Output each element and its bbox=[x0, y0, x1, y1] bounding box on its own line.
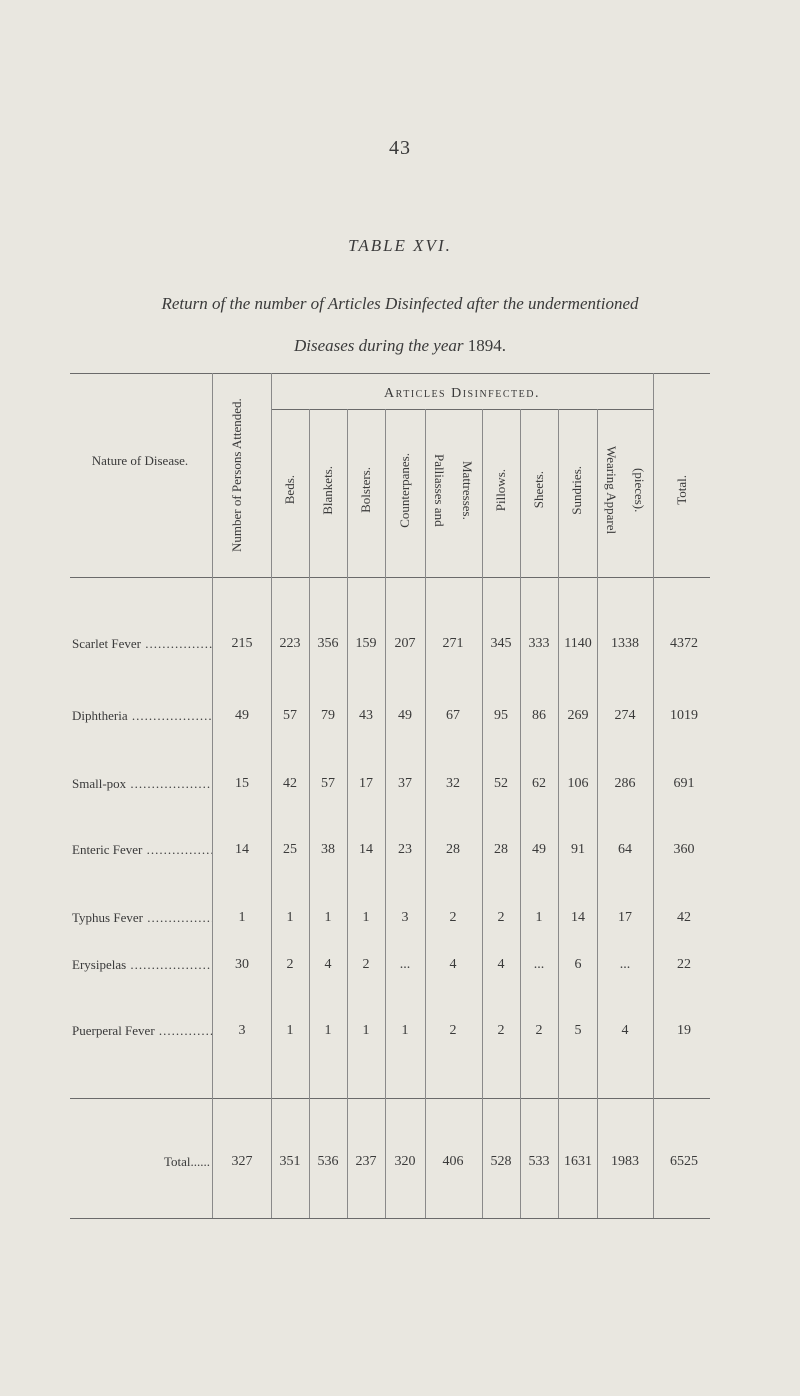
cell-counterpanes: 320 bbox=[394, 1154, 416, 1169]
cell-persons: 15 bbox=[235, 776, 249, 791]
cell-beds: 2 bbox=[286, 957, 294, 972]
header-wearing-apparel: Wearing Apparel (pieces). bbox=[604, 445, 647, 535]
cell-bolsters: 237 bbox=[355, 1154, 377, 1169]
cell-sundries: 5 bbox=[574, 1023, 582, 1038]
cell-persons: 327 bbox=[231, 1154, 253, 1169]
header-pillows: Pillows. bbox=[493, 468, 508, 512]
cell-pillows: 528 bbox=[490, 1154, 512, 1169]
cell-palliasses: 67 bbox=[446, 708, 460, 723]
cell-beds: 42 bbox=[283, 776, 297, 791]
cell-apparel: 286 bbox=[614, 776, 636, 791]
cell-sheets: ... bbox=[533, 957, 545, 972]
cell-pillows: 345 bbox=[490, 636, 512, 651]
header-nature-of-disease: Nature of Disease. bbox=[91, 453, 189, 468]
cell-apparel: 274 bbox=[614, 708, 636, 723]
cell-counterpanes: 3 bbox=[401, 910, 409, 925]
cell-pillows: 28 bbox=[494, 842, 508, 857]
cell-bolsters: 43 bbox=[359, 708, 373, 723]
cell-total: 22 bbox=[677, 957, 691, 972]
column-divider bbox=[653, 373, 654, 1218]
cell-blankets: 1 bbox=[324, 1023, 332, 1038]
column-divider bbox=[212, 373, 213, 1218]
header-articles-disinfected: Articles Disinfected. bbox=[384, 386, 540, 401]
cell-blankets: 356 bbox=[317, 636, 339, 651]
cell-total: 1019 bbox=[670, 708, 698, 723]
cell-beds: 1 bbox=[286, 1023, 294, 1038]
totals-top-rule bbox=[70, 1098, 710, 1099]
cell-bolsters: 1 bbox=[362, 1023, 370, 1038]
header-bolsters: Bolsters. bbox=[358, 467, 373, 513]
table-caption bbox=[60, 283, 740, 367]
cell-apparel: 4 bbox=[621, 1023, 629, 1038]
cell-blankets: 536 bbox=[317, 1154, 339, 1169]
cell-apparel: 64 bbox=[618, 842, 632, 857]
cell-total: 19 bbox=[677, 1023, 691, 1038]
cell-blankets: 79 bbox=[321, 708, 335, 723]
cell-persons: 14 bbox=[235, 842, 249, 857]
cell-persons: 215 bbox=[231, 636, 253, 651]
cell-persons: 3 bbox=[238, 1023, 246, 1038]
cell-apparel: ... bbox=[619, 957, 631, 972]
cell-sheets: 1 bbox=[535, 910, 543, 925]
cell-palliasses: 406 bbox=[442, 1154, 464, 1169]
cell-apparel: 1983 bbox=[611, 1154, 639, 1169]
cell-sundries: 6 bbox=[574, 957, 582, 972]
cell-beds: 57 bbox=[283, 708, 297, 723]
cell-bolsters: 1 bbox=[362, 910, 370, 925]
cell-apparel: 1338 bbox=[611, 636, 639, 651]
cell-apparel: 17 bbox=[618, 910, 632, 925]
row-disease: Puerperal Fever ..... bbox=[72, 1023, 212, 1039]
cell-pillows: 2 bbox=[497, 1023, 505, 1038]
caption-year: 1894. bbox=[467, 336, 506, 355]
cell-sheets: 533 bbox=[528, 1154, 550, 1169]
cell-total: 4372 bbox=[670, 636, 698, 651]
column-divider bbox=[597, 409, 598, 1218]
cell-total: 42 bbox=[677, 910, 691, 925]
cell-sundries: 269 bbox=[567, 708, 589, 723]
cell-total: 6525 bbox=[670, 1154, 698, 1169]
column-divider bbox=[425, 409, 426, 1218]
cell-sundries: 14 bbox=[571, 910, 585, 925]
caption-line-1: Return of the number of Articles Disinfected after the undermentioned bbox=[161, 294, 639, 313]
cell-beds: 223 bbox=[279, 636, 301, 651]
column-divider bbox=[520, 409, 521, 1218]
cell-beds: 25 bbox=[283, 842, 297, 857]
table-title: TABLE XVI. bbox=[348, 236, 452, 255]
cell-blankets: 38 bbox=[321, 842, 335, 857]
header-sundries: Sundries. bbox=[569, 465, 584, 515]
cell-palliasses: 28 bbox=[446, 842, 460, 857]
cell-sundries: 106 bbox=[567, 776, 589, 791]
cell-palliasses: 4 bbox=[449, 957, 457, 972]
cell-total: 691 bbox=[673, 776, 695, 791]
cell-counterpanes: 207 bbox=[394, 636, 416, 651]
cell-blankets: 4 bbox=[324, 957, 332, 972]
cell-palliasses: 2 bbox=[449, 910, 457, 925]
header-bottom-rule bbox=[70, 577, 710, 578]
column-divider bbox=[558, 409, 559, 1218]
cell-sundries: 91 bbox=[571, 842, 585, 857]
cell-bolsters: 159 bbox=[355, 636, 377, 651]
cell-pillows: 4 bbox=[497, 957, 505, 972]
cell-persons: 30 bbox=[235, 957, 249, 972]
page-number: 43 bbox=[389, 137, 411, 159]
row-disease: Enteric Fever ..... bbox=[72, 842, 212, 858]
row-disease: Scarlet Fever ..... bbox=[72, 636, 212, 652]
header-beds: Beds. bbox=[282, 475, 297, 505]
row-disease: Small-pox ..... bbox=[72, 776, 212, 792]
column-divider bbox=[385, 409, 386, 1218]
cell-blankets: 57 bbox=[321, 776, 335, 791]
cell-sundries: 1140 bbox=[564, 636, 592, 651]
cell-bolsters: 17 bbox=[359, 776, 373, 791]
header-counterpanes: Counterpanes. bbox=[397, 452, 412, 528]
cell-counterpanes: 37 bbox=[398, 776, 412, 791]
cell-total: 360 bbox=[673, 842, 695, 857]
cell-sheets: 49 bbox=[532, 842, 546, 857]
header-blankets: Blankets. bbox=[320, 465, 335, 515]
cell-sheets: 333 bbox=[528, 636, 550, 651]
header-persons-attended: Number of Persons Attended. bbox=[229, 398, 244, 552]
caption-text: Diseases during the year bbox=[293, 336, 464, 355]
cell-palliasses: 271 bbox=[442, 636, 464, 651]
header-palliasses: Palliasses and Mattresses. bbox=[432, 453, 475, 527]
cell-sundries: 1631 bbox=[564, 1154, 592, 1169]
cell-beds: 351 bbox=[279, 1154, 301, 1169]
header-sheets: Sheets. bbox=[531, 471, 546, 509]
cell-pillows: 95 bbox=[494, 708, 508, 723]
table-top-rule bbox=[70, 373, 710, 374]
row-disease: Diphtheria ..... bbox=[72, 708, 212, 724]
caption-line-2 bbox=[60, 325, 740, 367]
cell-counterpanes: ... bbox=[399, 957, 411, 972]
column-divider bbox=[482, 409, 483, 1218]
cell-palliasses: 32 bbox=[446, 776, 460, 791]
cell-counterpanes: 49 bbox=[398, 708, 412, 723]
cell-pillows: 2 bbox=[497, 910, 505, 925]
cell-bolsters: 14 bbox=[359, 842, 373, 857]
cell-sheets: 2 bbox=[535, 1023, 543, 1038]
cell-blankets: 1 bbox=[324, 910, 332, 925]
cell-bolsters: 2 bbox=[362, 957, 370, 972]
row-disease: Erysipelas ..... bbox=[72, 957, 212, 973]
cell-pillows: 52 bbox=[494, 776, 508, 791]
cell-palliasses: 2 bbox=[449, 1023, 457, 1038]
column-divider bbox=[309, 409, 310, 1218]
table-bottom-rule bbox=[70, 1218, 710, 1219]
cell-counterpanes: 1 bbox=[401, 1023, 409, 1038]
cell-persons: 49 bbox=[235, 708, 249, 723]
column-divider bbox=[271, 373, 272, 1218]
cell-persons: 1 bbox=[238, 910, 246, 925]
column-divider bbox=[347, 409, 348, 1218]
totals-label: Total...... bbox=[163, 1154, 210, 1169]
row-disease: Typhus Fever ..... bbox=[72, 910, 212, 926]
header-total: Total. bbox=[674, 475, 689, 505]
cell-counterpanes: 23 bbox=[398, 842, 412, 857]
cell-beds: 1 bbox=[286, 910, 294, 925]
cell-sheets: 62 bbox=[532, 776, 546, 791]
cell-sheets: 86 bbox=[532, 708, 546, 723]
